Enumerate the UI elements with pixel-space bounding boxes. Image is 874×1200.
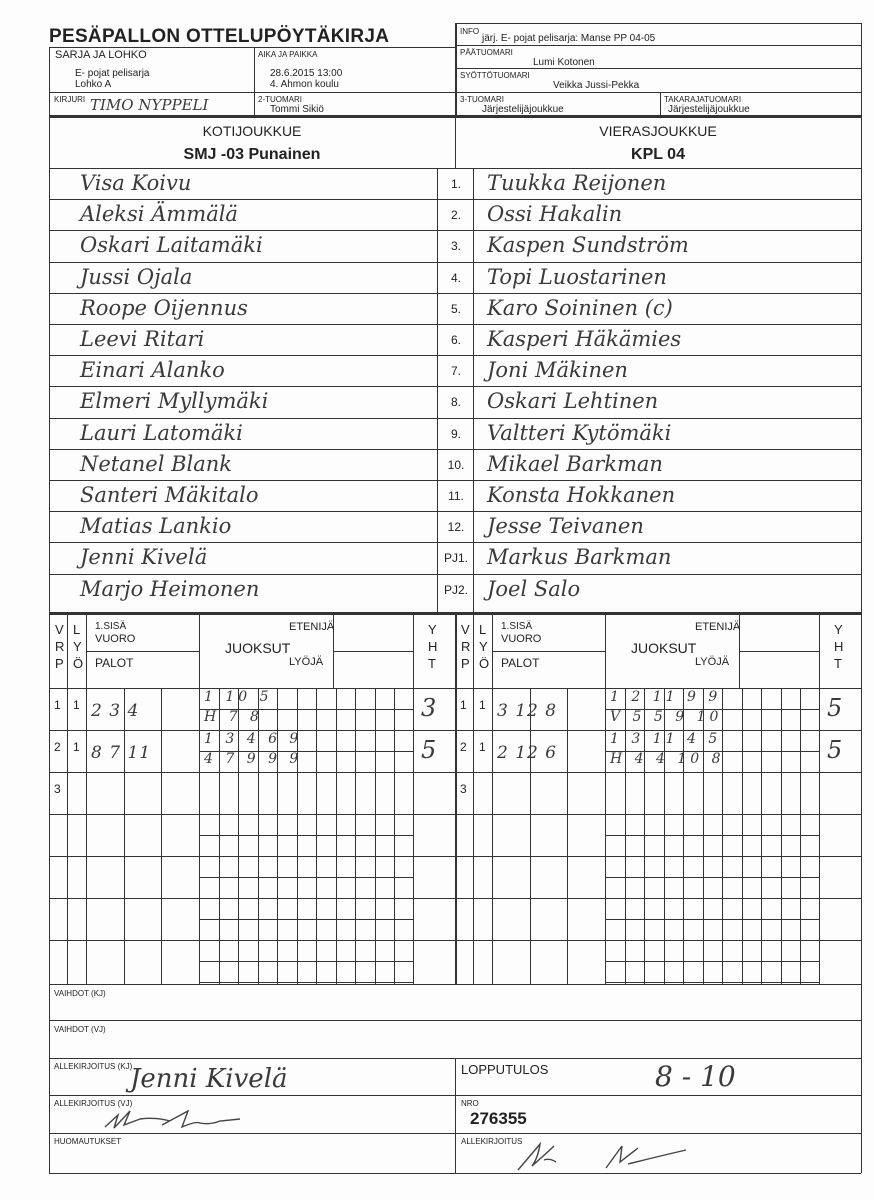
inning-sisa-value: 2 3 4 (91, 701, 140, 721)
header-yht-h: H (428, 639, 438, 654)
header-yht-h: H (834, 639, 844, 654)
takara-label: TAKARAJATUOMARI (664, 95, 742, 104)
roster-row (49, 230, 861, 261)
header-r: R (55, 639, 65, 654)
aika-value-2: 4. Ahmon koulu (270, 79, 339, 90)
away-player-name: Karo Soininen (c) (487, 295, 673, 320)
roster-number: 3. (450, 239, 461, 254)
away-player-name: Oskari Lehtinen (487, 389, 659, 414)
header-yht-y: Y (834, 622, 843, 637)
away-player-name: Jesse Teivanen (487, 514, 644, 539)
away-team-label: VIERASJOUKKUE (599, 123, 717, 139)
kirjuri-label: KIRJURI (54, 95, 86, 104)
roster-row (49, 355, 861, 386)
roster-row (49, 386, 861, 417)
tuomari2-value: Tommi Sikiö (270, 104, 324, 115)
header-vuoro: VUORO (501, 633, 542, 645)
roster-number: PJ2. (443, 582, 468, 597)
roster-number: 10. (447, 457, 465, 472)
header-v: V (461, 622, 470, 637)
header-yht-t: T (834, 656, 842, 671)
header-o: Ö (479, 656, 490, 671)
period-number: 3 (54, 782, 61, 796)
inning-sisa-value: 3 12 8 (497, 701, 558, 721)
away-player-name: Kasperi Häkämies (487, 327, 682, 351)
away-team-name: KPL 04 (631, 146, 685, 163)
header-o: Ö (73, 656, 84, 671)
roster-row (49, 418, 861, 449)
info-label: INFO (460, 27, 480, 36)
kirjuri-value: TIMO NYPPELI (90, 96, 209, 114)
header-l: L (479, 622, 487, 637)
home-player-name: Marjo Heimonen (80, 576, 260, 601)
aika-label: AIKA JA PAIKKA (258, 50, 318, 59)
inning-runs-top: 1 3 4 6 9 (204, 731, 303, 747)
header-palot: PALOT (95, 656, 134, 670)
inning-l-value: 1 (73, 740, 80, 754)
home-player-name: Santeri Mäkitalo (80, 483, 259, 507)
header-yht-t: T (428, 656, 436, 671)
roster-number: 1. (450, 177, 461, 191)
home-player-name: Oskari Laitamäki (80, 233, 263, 258)
header-etenija: ETENIJÄ (289, 621, 335, 633)
info-value: järj. E- pojat pelisarja: Manse PP 04-05 (482, 33, 656, 44)
paatuomari-value: Lumi Kotonen (533, 57, 595, 68)
header-lyoja: LYÖJÄ (289, 656, 324, 668)
header-vuoro: VUORO (95, 633, 136, 645)
inning-runs-top: 1 3 11 4 5 (610, 731, 722, 747)
period-number: 1 (54, 698, 61, 712)
paatuomari-label: PÄÄTUOMARI (460, 48, 513, 57)
syottotuomari-label: SYÖTTÖTUOMARI (460, 71, 530, 80)
nro-value: 276355 (470, 1109, 527, 1128)
header-p: P (461, 656, 470, 671)
inning-runs-bottom: V 5 5 9 10 (610, 709, 723, 725)
vaihdot-kj-label: VAIHDOT (KJ) (54, 989, 106, 998)
allekirjoitus-label: ALLEKIRJOITUS (461, 1137, 523, 1146)
home-player-name: Roope Oijennus (80, 295, 248, 320)
away-player-name: Konsta Hokkanen (487, 483, 676, 507)
inning-l-value: 1 (73, 698, 80, 712)
roster-row (49, 324, 861, 355)
away-player-name: Topi Luostarinen (487, 264, 667, 289)
roster-row (49, 199, 861, 230)
inning-total: 5 (827, 694, 843, 722)
away-player-name: Joel Salo (487, 576, 581, 601)
home-player-name: Aleksi Ämmälä (80, 202, 238, 227)
away-player-name: Joni Mäkinen (487, 358, 628, 383)
inning-sisa-value: 2 12 6 (497, 743, 558, 763)
inning-total: 3 (421, 694, 437, 722)
roster-row (49, 293, 861, 324)
roster-number: 6. (450, 333, 461, 347)
home-player-name: Jussi Ojala (80, 264, 193, 289)
roster-number: PJ1. (443, 551, 468, 566)
header-v: V (55, 622, 64, 637)
aika-value-1: 28.6.2015 13:00 (270, 68, 343, 79)
inning-total: 5 (827, 736, 843, 764)
takara-value: Järjestelijäjoukkue (668, 104, 750, 115)
period-number: 1 (460, 698, 467, 712)
sarja-label: SARJA JA LOHKO (55, 49, 147, 61)
inning-sisa-value: 8 7 11 (91, 743, 152, 763)
roster-number: 11. (448, 489, 464, 503)
home-player-name: Jenni Kivelä (80, 545, 208, 570)
home-player-name: Visa Koivu (80, 171, 192, 195)
header-yht-y: Y (428, 622, 437, 637)
header-y: Y (479, 639, 488, 654)
tuomari3-label: 3-TUOMARI (460, 95, 504, 104)
nro-label: NRO (461, 1099, 479, 1108)
home-player-name: Netanel Blank (80, 451, 233, 476)
header-y: Y (73, 639, 82, 654)
home-player-name: Leevi Ritari (80, 327, 205, 351)
roster-number: 8. (450, 395, 461, 410)
home-player-name: Matias Lankio (80, 514, 232, 539)
home-team-label: KOTIJOUKKUE (202, 123, 302, 139)
roster-number: 12. (447, 520, 465, 535)
allekirjoitus-kj-value: Jenni Kivelä (130, 1064, 288, 1094)
header-sisa1: 1.SISÄ (95, 621, 127, 632)
sarja-value-1: E- pojat pelisarja (75, 68, 150, 79)
period-number: 2 (54, 740, 61, 754)
roster-row (49, 574, 861, 605)
away-player-name: Ossi Hakalin (487, 202, 623, 227)
header-sisa1: 1.SISÄ (501, 621, 533, 632)
away-player-name: Valtteri Kytömäki (487, 420, 672, 445)
away-player-name: Mikael Barkman (487, 451, 663, 476)
inning-runs-top: 1 2 11 9 9 (610, 689, 722, 705)
away-player-name: Tuukka Reijonen (487, 171, 667, 195)
roster-number: 2. (450, 208, 461, 223)
roster-row (49, 168, 861, 199)
home-player-name: Einari Alanko (80, 358, 225, 383)
signature-final (510, 1136, 710, 1174)
roster-number: 5. (450, 301, 461, 316)
header-r: R (461, 639, 471, 654)
inning-l-value: 1 (479, 698, 486, 712)
away-player-name: Kaspen Sundström (487, 233, 689, 258)
vaihdot-vj-label: VAIHDOT (VJ) (54, 1025, 106, 1034)
header-lyoja: LYÖJÄ (695, 656, 730, 668)
tuomari3-value: Järjestelijäjoukkue (482, 104, 564, 115)
period-number: 3 (460, 782, 467, 796)
roster-number: 4. (450, 270, 461, 285)
header-etenija: ETENIJÄ (695, 621, 741, 633)
allekirjoitus-kj-label: ALLEKIRJOITUS (KJ) (54, 1062, 133, 1071)
home-team-name: SMJ -03 Punainen (183, 146, 321, 163)
roster-number: 7. (450, 364, 461, 379)
header-p: P (55, 656, 64, 671)
home-player-name: Elmeri Myllymäki (80, 389, 269, 414)
header-juoksut: JUOKSUT (225, 640, 291, 656)
allekirjoitus-vj-label: ALLEKIRJOITUS (VJ) (54, 1099, 133, 1108)
huomautukset-label: HUOMAUTUKSET (54, 1137, 122, 1146)
inning-runs-bottom: H 4 4 10 8 (610, 751, 725, 767)
inning-runs-bottom: 4 7 9 9 9 (204, 751, 303, 767)
inning-total: 5 (421, 736, 437, 764)
tuomari2-label: 2-TUOMARI (258, 95, 302, 104)
header-palot: PALOT (501, 656, 540, 670)
lopputulos-value: 8 - 10 (655, 1060, 736, 1093)
sarja-value-2: Lohko A (75, 79, 112, 90)
period-number: 2 (460, 740, 467, 754)
inning-runs-bottom: H 7 8 (204, 709, 263, 725)
signature-vj (100, 1103, 260, 1133)
roster-row (49, 542, 861, 573)
sheet-title: PESÄPALLON OTTELUPÖYTÄKIRJA (49, 26, 390, 47)
inning-runs-top: 1 10 5 (204, 689, 273, 705)
home-player-name: Lauri Latomäki (80, 420, 243, 445)
syottotuomari-value: Veikka Jussi-Pekka (553, 80, 640, 91)
inning-l-value: 1 (479, 740, 486, 754)
header-juoksut: JUOKSUT (631, 640, 697, 656)
roster-row (49, 449, 861, 480)
roster-row (49, 262, 861, 293)
header-l: L (73, 622, 81, 637)
lopputulos-label: LOPPUTULOS (461, 1062, 549, 1077)
roster-number: 9. (450, 426, 461, 441)
roster-row (49, 511, 861, 542)
away-player-name: Markus Barkman (487, 545, 672, 570)
roster-row (49, 480, 861, 511)
